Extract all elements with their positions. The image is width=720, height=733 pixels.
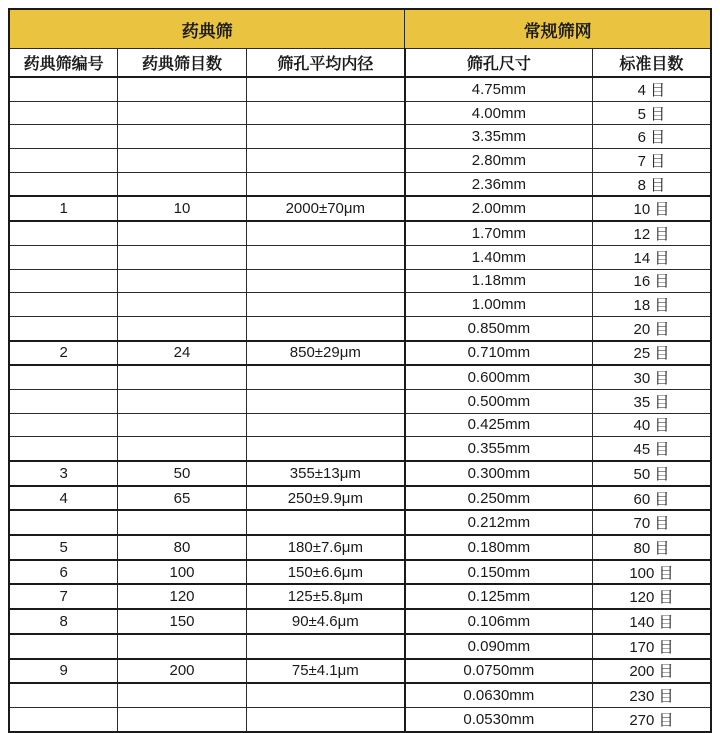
- cell-size: 0.0630mm: [405, 683, 592, 707]
- cell-std: 20 目: [592, 316, 711, 340]
- cell-mesh: 24: [118, 341, 246, 366]
- cell-std: 8 目: [592, 172, 711, 196]
- cell-no: 8: [9, 609, 118, 634]
- cell-std: 4 目: [592, 77, 711, 101]
- cell-no: [9, 683, 118, 707]
- cell-mesh: [118, 125, 246, 149]
- cell-aperture: [246, 365, 405, 389]
- table-row: [9, 560, 711, 585]
- cell-aperture: [246, 510, 405, 535]
- table-row: [9, 707, 711, 731]
- table-row: [9, 77, 711, 101]
- cell-aperture: 355±13μm: [246, 461, 405, 486]
- column-header-mean-aperture: 筛孔平均内径: [246, 49, 405, 78]
- cell-aperture: [246, 221, 405, 245]
- cell-size: 0.355mm: [405, 437, 592, 461]
- column-header-sieve-number: 药典筛编号: [9, 49, 118, 78]
- cell-size: 0.710mm: [405, 341, 592, 366]
- cell-mesh: [118, 437, 246, 461]
- cell-aperture: [246, 245, 405, 269]
- cell-aperture: [246, 101, 405, 125]
- table-row: [9, 609, 711, 634]
- table-row: [9, 389, 711, 413]
- cell-no: [9, 269, 118, 293]
- cell-std: 270 目: [592, 707, 711, 731]
- cell-no: [9, 510, 118, 535]
- cell-mesh: [118, 77, 246, 101]
- table-row: [9, 634, 711, 659]
- cell-aperture: 125±5.8μm: [246, 584, 405, 609]
- table-row: [9, 461, 711, 486]
- section-header-row: [9, 9, 711, 49]
- column-header-aperture-size: 筛孔尺寸: [405, 49, 592, 78]
- cell-no: [9, 77, 118, 101]
- cell-size: 2.00mm: [405, 196, 592, 221]
- cell-size: 0.090mm: [405, 634, 592, 659]
- table-row: [9, 101, 711, 125]
- cell-mesh: [118, 707, 246, 731]
- cell-std: 7 目: [592, 149, 711, 173]
- cell-std: 18 目: [592, 293, 711, 317]
- cell-size: 4.75mm: [405, 77, 592, 101]
- cell-size: 0.0750mm: [405, 659, 592, 684]
- cell-no: 6: [9, 560, 118, 585]
- cell-std: 140 目: [592, 609, 711, 634]
- cell-mesh: [118, 389, 246, 413]
- cell-aperture: 850±29μm: [246, 341, 405, 366]
- cell-size: 0.0530mm: [405, 707, 592, 731]
- table-row: [9, 172, 711, 196]
- cell-no: [9, 149, 118, 173]
- table-row: [9, 437, 711, 461]
- cell-mesh: [118, 293, 246, 317]
- cell-aperture: 90±4.6μm: [246, 609, 405, 634]
- cell-mesh: [118, 101, 246, 125]
- table-row: [9, 293, 711, 317]
- cell-no: [9, 172, 118, 196]
- cell-size: 3.35mm: [405, 125, 592, 149]
- column-header-row: [9, 49, 711, 78]
- cell-aperture: [246, 683, 405, 707]
- cell-mesh: [118, 316, 246, 340]
- cell-aperture: 250±9.9μm: [246, 486, 405, 511]
- cell-aperture: [246, 269, 405, 293]
- cell-aperture: [246, 634, 405, 659]
- cell-mesh: [118, 245, 246, 269]
- cell-no: [9, 221, 118, 245]
- cell-size: 0.250mm: [405, 486, 592, 511]
- table-row: [9, 341, 711, 366]
- table-row: [9, 510, 711, 535]
- table-row: [9, 125, 711, 149]
- cell-no: [9, 365, 118, 389]
- cell-std: 14 目: [592, 245, 711, 269]
- cell-size: 0.106mm: [405, 609, 592, 634]
- cell-mesh: 50: [118, 461, 246, 486]
- cell-std: 5 目: [592, 101, 711, 125]
- cell-mesh: [118, 634, 246, 659]
- cell-mesh: [118, 149, 246, 173]
- cell-std: 45 目: [592, 437, 711, 461]
- cell-aperture: 180±7.6μm: [246, 535, 405, 560]
- table-row: [9, 316, 711, 340]
- cell-aperture: [246, 413, 405, 437]
- cell-size: 0.125mm: [405, 584, 592, 609]
- cell-aperture: [246, 316, 405, 340]
- cell-std: 25 目: [592, 341, 711, 366]
- cell-no: 3: [9, 461, 118, 486]
- cell-mesh: 120: [118, 584, 246, 609]
- cell-mesh: 150: [118, 609, 246, 634]
- section-header-standard-mesh: 常规筛网: [405, 9, 711, 49]
- cell-mesh: [118, 365, 246, 389]
- cell-no: [9, 293, 118, 317]
- cell-std: 230 目: [592, 683, 711, 707]
- cell-size: 1.00mm: [405, 293, 592, 317]
- cell-no: [9, 101, 118, 125]
- cell-no: 9: [9, 659, 118, 684]
- cell-size: 0.212mm: [405, 510, 592, 535]
- cell-aperture: 75±4.1μm: [246, 659, 405, 684]
- cell-std: 12 目: [592, 221, 711, 245]
- table-row: [9, 365, 711, 389]
- table-row: [9, 196, 711, 221]
- cell-std: 35 目: [592, 389, 711, 413]
- cell-mesh: 100: [118, 560, 246, 585]
- cell-size: 0.850mm: [405, 316, 592, 340]
- cell-mesh: [118, 172, 246, 196]
- cell-mesh: [118, 413, 246, 437]
- cell-no: [9, 634, 118, 659]
- cell-aperture: 2000±70μm: [246, 196, 405, 221]
- table-row: [9, 149, 711, 173]
- cell-std: 200 目: [592, 659, 711, 684]
- cell-std: 16 目: [592, 269, 711, 293]
- cell-no: [9, 413, 118, 437]
- table-row: [9, 486, 711, 511]
- cell-no: [9, 316, 118, 340]
- table-row: [9, 221, 711, 245]
- cell-no: [9, 437, 118, 461]
- table-row: [9, 659, 711, 684]
- cell-std: 170 目: [592, 634, 711, 659]
- cell-aperture: [246, 707, 405, 731]
- cell-std: 50 目: [592, 461, 711, 486]
- cell-mesh: [118, 510, 246, 535]
- cell-std: 6 目: [592, 125, 711, 149]
- cell-no: 2: [9, 341, 118, 366]
- cell-no: 1: [9, 196, 118, 221]
- cell-mesh: 65: [118, 486, 246, 511]
- table-row: [9, 535, 711, 560]
- cell-aperture: [246, 389, 405, 413]
- cell-mesh: 200: [118, 659, 246, 684]
- cell-aperture: [246, 293, 405, 317]
- cell-aperture: [246, 125, 405, 149]
- cell-std: 30 目: [592, 365, 711, 389]
- cell-size: 0.500mm: [405, 389, 592, 413]
- table-row: [9, 683, 711, 707]
- cell-no: [9, 245, 118, 269]
- cell-size: 1.40mm: [405, 245, 592, 269]
- cell-size: 4.00mm: [405, 101, 592, 125]
- cell-aperture: [246, 172, 405, 196]
- section-header-pharmacopoeia: 药典筛: [9, 9, 405, 49]
- cell-std: 10 目: [592, 196, 711, 221]
- cell-size: 2.80mm: [405, 149, 592, 173]
- cell-aperture: 150±6.6μm: [246, 560, 405, 585]
- cell-size: 0.425mm: [405, 413, 592, 437]
- cell-mesh: [118, 221, 246, 245]
- cell-size: 0.600mm: [405, 365, 592, 389]
- cell-no: 7: [9, 584, 118, 609]
- cell-aperture: [246, 437, 405, 461]
- sieve-comparison-table: [8, 8, 712, 733]
- cell-no: 4: [9, 486, 118, 511]
- cell-std: 100 目: [592, 560, 711, 585]
- cell-aperture: [246, 77, 405, 101]
- table-body: [9, 77, 711, 732]
- cell-no: [9, 707, 118, 731]
- cell-no: 5: [9, 535, 118, 560]
- cell-mesh: [118, 269, 246, 293]
- column-header-sieve-mesh: 药典筛目数: [118, 49, 246, 78]
- cell-no: [9, 389, 118, 413]
- cell-size: 1.18mm: [405, 269, 592, 293]
- cell-mesh: 80: [118, 535, 246, 560]
- cell-std: 70 目: [592, 510, 711, 535]
- cell-size: 1.70mm: [405, 221, 592, 245]
- cell-no: [9, 125, 118, 149]
- cell-aperture: [246, 149, 405, 173]
- table-row: [9, 245, 711, 269]
- table-row: [9, 269, 711, 293]
- cell-std: 40 目: [592, 413, 711, 437]
- column-header-standard-mesh: 标准目数: [592, 49, 711, 78]
- cell-size: 0.150mm: [405, 560, 592, 585]
- table-row: [9, 584, 711, 609]
- cell-std: 120 目: [592, 584, 711, 609]
- cell-mesh: [118, 683, 246, 707]
- table-row: [9, 413, 711, 437]
- cell-size: 0.300mm: [405, 461, 592, 486]
- cell-std: 60 目: [592, 486, 711, 511]
- cell-mesh: 10: [118, 196, 246, 221]
- cell-std: 80 目: [592, 535, 711, 560]
- cell-size: 2.36mm: [405, 172, 592, 196]
- cell-size: 0.180mm: [405, 535, 592, 560]
